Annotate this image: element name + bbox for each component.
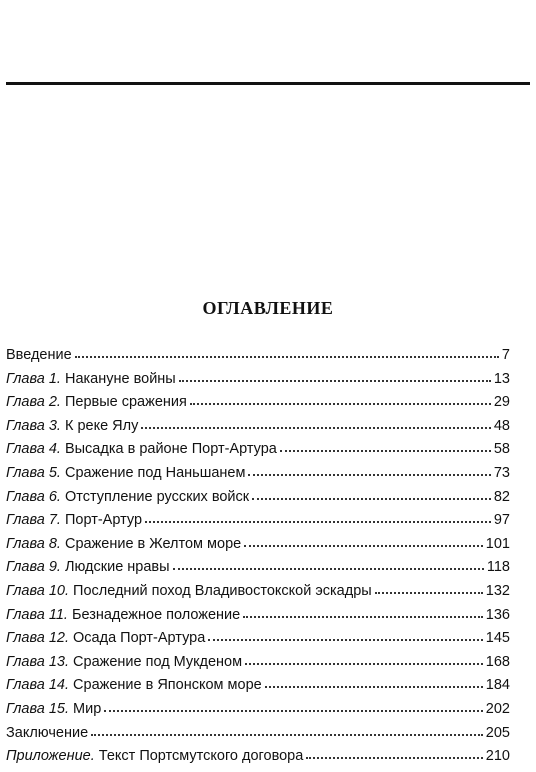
toc-page-number: 145	[485, 630, 510, 647]
toc-entry-text	[6, 415, 138, 439]
toc-entry-text	[6, 651, 242, 675]
dot-leader	[252, 484, 491, 500]
toc-entry-text	[6, 698, 101, 722]
toc-chapter-label: Глава 5.	[6, 464, 61, 481]
toc-chapter-label: Глава 3.	[6, 417, 61, 434]
toc-chapter-label: Глава 6.	[6, 488, 61, 505]
toc-entry	[6, 579, 510, 603]
toc-page-number: 97	[493, 512, 510, 529]
toc-entry-title: Безнадежное положение	[71, 606, 241, 623]
toc-entry-text	[6, 368, 176, 392]
dot-leader	[265, 672, 483, 688]
toc-entry-text	[6, 627, 205, 651]
dot-leader	[244, 531, 483, 547]
toc-chapter-label: Глава 2.	[6, 394, 61, 411]
toc-entry	[6, 461, 510, 485]
toc-chapter-label: Глава 12.	[6, 630, 69, 647]
dot-leader	[243, 602, 483, 618]
toc-chapter-label: Глава 7.	[6, 512, 61, 529]
toc-entry-title: Осада Порт-Артура	[73, 630, 206, 647]
toc-chapter-label: Глава 1.	[6, 370, 61, 387]
toc-entry-text	[6, 722, 88, 746]
toc-entry-title: Отступление русских войск	[64, 488, 250, 505]
toc-entry-title: Последний поход Владивостокской эскадры	[73, 582, 372, 599]
toc-chapter-label: Глава 4.	[6, 441, 61, 458]
toc-list	[6, 343, 510, 768]
toc-chapter-label: Приложение.	[6, 748, 95, 765]
toc-entry	[6, 367, 510, 391]
dot-leader	[104, 696, 483, 712]
toc-entry	[6, 508, 510, 532]
toc-page-number: 73	[493, 464, 510, 481]
toc-page-number: 132	[485, 582, 510, 599]
toc-entry-text	[6, 438, 277, 462]
toc-page-number: 210	[485, 748, 510, 765]
toc-entry-text	[6, 556, 170, 580]
dot-leader	[145, 507, 491, 523]
dot-leader	[173, 554, 484, 570]
toc-entry-title: Мир	[73, 700, 102, 717]
toc-entry-text	[6, 391, 187, 415]
toc-chapter-label: Глава 9.	[6, 559, 61, 576]
toc-entry-title: Сражение в Желтом море	[64, 535, 242, 552]
toc-entry-text	[6, 344, 72, 368]
dot-leader	[280, 436, 491, 452]
toc-page-number: 7	[501, 347, 510, 363]
toc-entry	[6, 485, 510, 509]
toc-page-number: 82	[493, 488, 510, 505]
toc-entry-title: К реке Ялу	[64, 417, 139, 434]
toc-chapter-label: Глава 8.	[6, 535, 61, 552]
toc-entry-text	[6, 674, 262, 698]
toc-entry-text	[6, 486, 249, 510]
toc-page-number: 58	[493, 441, 510, 458]
toc-entry-title: Заключение	[6, 724, 89, 741]
dot-leader	[179, 366, 491, 382]
toc-entry	[6, 603, 510, 627]
toc-entry	[6, 744, 510, 768]
toc-entry-text	[6, 462, 245, 486]
toc-entry	[6, 697, 510, 721]
toc-entry-title: Первые сражения	[64, 394, 187, 411]
toc-chapter-label: Глава 13.	[6, 653, 69, 670]
toc-entry	[6, 343, 510, 367]
toc-chapter-label: Глава 11.	[6, 606, 68, 623]
dot-leader	[91, 720, 483, 736]
toc-entry	[6, 437, 510, 461]
dot-leader	[190, 389, 491, 405]
toc-page-number: 13	[493, 370, 510, 387]
toc-entry	[6, 532, 510, 556]
toc-entry-text	[6, 604, 240, 628]
toc-entry	[6, 626, 510, 650]
toc-entry	[6, 414, 510, 438]
dot-leader	[141, 413, 491, 429]
toc-page-number: 136	[485, 606, 510, 623]
dot-leader	[75, 342, 499, 358]
toc-entry-title: Сражение в Японском море	[73, 677, 262, 694]
toc-chapter-label: Глава 14.	[6, 677, 69, 694]
toc-entry-text	[6, 580, 372, 604]
toc-entry-title: Порт-Артур	[64, 512, 143, 529]
toc-entry-text	[6, 509, 142, 533]
toc-entry-text	[6, 745, 303, 769]
toc-chapter-label: Глава 15.	[6, 700, 69, 717]
toc-title: ОГЛАВЛЕНИЕ	[202, 298, 334, 318]
toc-chapter-label: Глава 10.	[6, 582, 69, 599]
toc-page-number: 202	[485, 700, 510, 717]
toc-entry-title: Сражение под Мукденом	[73, 653, 243, 670]
dot-leader	[245, 649, 483, 665]
toc-entry-title: Накануне войны	[64, 370, 176, 387]
toc-entry-title: Людские нравы	[64, 559, 170, 576]
toc-page-number: 101	[485, 535, 510, 552]
toc-entry-text	[6, 533, 241, 557]
dot-leader	[208, 625, 482, 641]
dot-leader	[375, 578, 483, 594]
top-rule	[6, 82, 530, 85]
toc-page-number: 48	[493, 417, 510, 434]
toc-page-number: 205	[485, 724, 510, 741]
toc-entry	[6, 673, 510, 697]
toc-entry-title: Введение	[6, 347, 72, 363]
toc-entry-title: Текст Портсмутского договора	[98, 748, 304, 765]
toc-entry	[6, 555, 510, 579]
toc-entry-title: Высадка в районе Порт-Артура	[64, 441, 277, 458]
toc-page-number: 118	[486, 559, 510, 576]
toc-entry	[6, 390, 510, 414]
dot-leader	[248, 460, 490, 476]
toc-page-number: 184	[485, 677, 510, 694]
toc-entry-title: Сражение под Наньшанем	[64, 464, 246, 481]
toc-page-number: 168	[485, 653, 510, 670]
toc-page-number: 29	[493, 394, 510, 411]
toc-entry	[6, 721, 510, 745]
toc-entry	[6, 650, 510, 674]
dot-leader	[306, 743, 482, 759]
